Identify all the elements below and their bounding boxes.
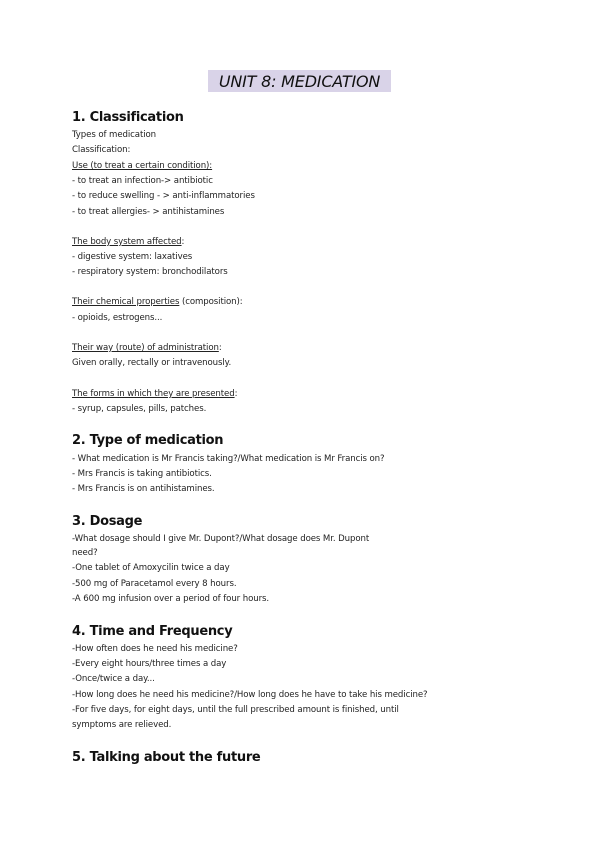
line-rest: : [234,389,238,399]
section-heading: 2. Type of medication [72,433,224,448]
text-line: -A 600 mg infusion over a period of four hours. [72,594,270,604]
text-line: - Mrs Francis is taking antibiotics. [72,469,212,479]
text-line: Types of medication [72,130,157,140]
text-line [72,297,243,308]
text-line: -Every eight hours/three times a day [72,659,227,669]
page-title: UNIT 8: MEDICATION [218,71,381,91]
text-line: - to treat allergies- > antihistamines [72,207,225,217]
underlined-text: Their way (route) of administration [72,343,219,353]
text-line: - opioids, estrogens... [72,313,163,323]
text-line: -What dosage should I give Mr. Dupont?/What dosage does Mr. Dupont [72,534,370,544]
text-line: Classification: [72,145,131,155]
section-heading: 1. Classification [72,110,184,125]
section-heading: 4. Time and Frequency [72,624,233,639]
text-line: -One tablet of Amoxycilin twice a day [72,563,230,573]
line-rest: (composition): [179,297,243,307]
line-rest: : [218,343,222,353]
text-line: -Once/twice a day... [72,674,155,684]
title-highlight [208,70,391,92]
text-line: - to treat an infection-> antibiotic [72,176,213,186]
section-heading: 3. Dosage [72,514,143,529]
underlined-text: Use (to treat a certain condition): [72,161,213,171]
underlined-text: The forms in which they are presented [72,389,235,399]
text-line: -500 mg of Paracetamol every 8 hours. [72,579,237,589]
text-line: -For five days, for eight days, until the full prescribed amount is finished, until [72,705,399,715]
text-line: - to reduce swelling - > anti-inflammatories [72,191,255,201]
text-line: -How long does he need his medicine?/How long does he have to take his medicine? [72,690,428,700]
text-line: symptoms are relieved. [72,720,172,730]
text-line: - Mrs Francis is on antihistamines. [72,484,215,494]
line-rest: : [181,237,185,247]
section-heading: 5. Talking about the future [72,750,261,765]
text-line: Given orally, rectally or intravenously. [72,358,232,368]
text-line [72,389,237,400]
text-line: - What medication is Mr Francis taking?/What medication is Mr Francis on? [72,454,385,464]
text-line: - respiratory system: bronchodilators [72,267,228,277]
underlined-text: Their chemical properties [72,297,180,307]
text-line: -How often does he need his medicine? [72,644,238,654]
text-line [72,161,212,172]
text-line: - syrup, capsules, pills, patches. [72,404,207,414]
text-line: - digestive system: laxatives [72,252,193,262]
text-line: need? [72,548,98,558]
underlined-text: The body system affected [72,237,182,247]
text-line [72,343,222,354]
text-line [72,237,184,248]
